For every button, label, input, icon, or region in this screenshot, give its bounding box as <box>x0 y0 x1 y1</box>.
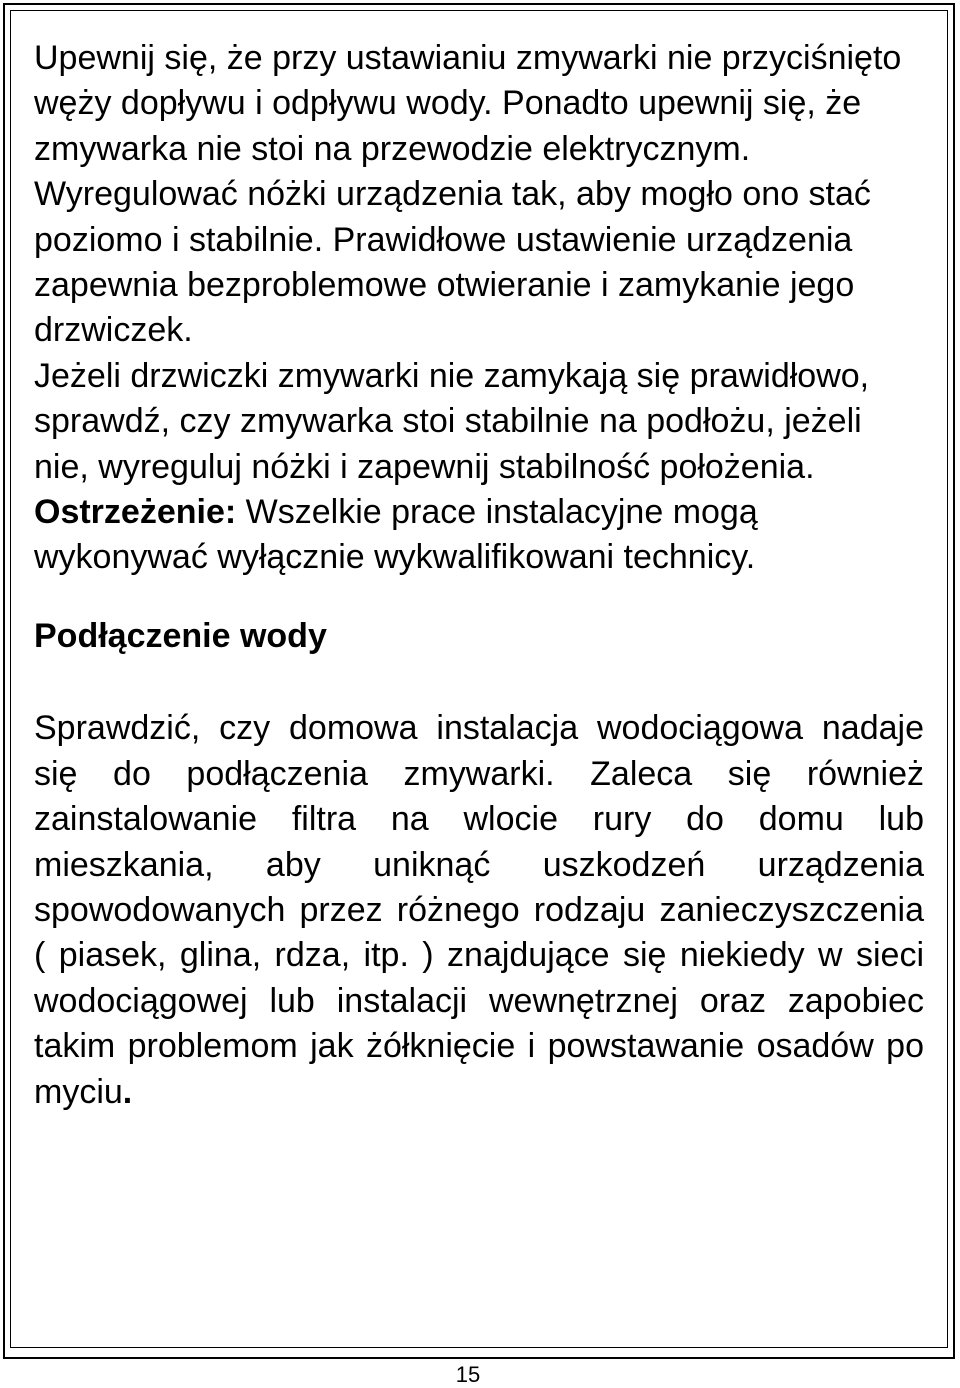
page-number: 15 <box>455 1362 481 1387</box>
paragraph-adjust-feet: Wyregulować nóżki urządzenia tak, aby mogło ono stać poziomo i stabilnie. Prawidłowe ustawienie urządzenia zapewnia bezproblemowe otwieranie i zamykanie jego drzwiczek. <box>34 175 871 350</box>
paragraph-placement-hoses: Upewnij się, że przy ustawianiu zmywarki nie przyciśnięto węży dopływu i odpływu wody. Ponadto upewnij się, że zmywarka nie stoi na przewodzie elektrycznym. <box>34 39 902 168</box>
warning-label: Ostrzeżenie: <box>34 493 237 532</box>
water-connection-text: Sprawdzić, czy domowa instalacja wodociągowa nadaje się do podłączenia zmywarki. Zaleca się również zainstalowanie filtra na wlocie rury do domu lub mieszkania, aby uniknąć uszkodzeń urządzenia spowodowanych przez różnego rodzaju zanieczyszczenia ( piasek, glina, rdza, itp. ) znajdujące się niekiedy w sieci wodociągowej lub instalacji wewnętrznej oraz zapobiec takim problemom jak żółknięcie i powstawanie osadów po myciu <box>34 709 924 1111</box>
water-connection-end: . <box>122 1072 133 1111</box>
document-body <box>34 36 924 1115</box>
section-heading-water-connection: Podłączenie wody <box>34 616 327 655</box>
paragraph-water-connection <box>34 706 924 1115</box>
paragraph-door-closing: Jeżeli drzwiczki zmywarki nie zamykają się prawidłowo, sprawdź, czy zmywarka stoi stabilnie na podłożu, jeżeli nie, wyreguluj nóżki i zapewnij stabilność położenia. <box>34 356 870 486</box>
warning-paragraph <box>34 490 924 581</box>
warning-text: Wszelkie prace instalacyjne mogą wykonywać wyłącznie wykwalifikowani technicy. <box>34 493 758 577</box>
